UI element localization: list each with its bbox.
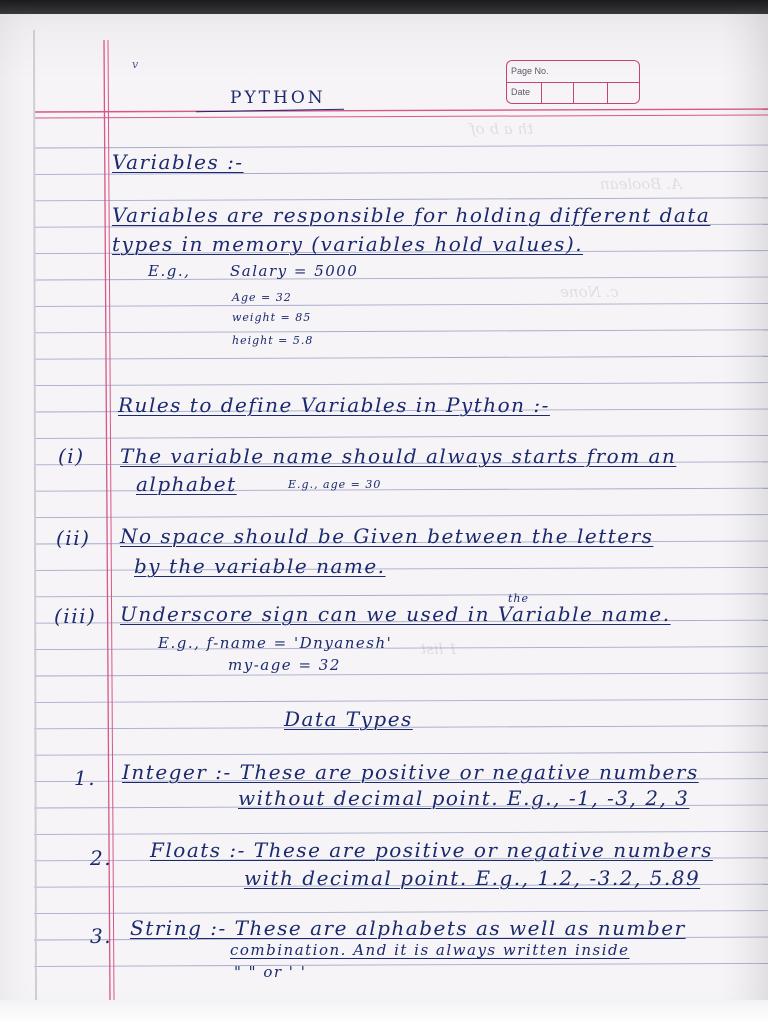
ruled-line (34, 383, 768, 386)
ruled-line (34, 435, 768, 438)
bleed-through-text: c. None (560, 283, 619, 301)
variables-definition-line2: types in memory (variables hold values). (112, 232, 584, 256)
rule-1-line2: alphabet (136, 472, 237, 496)
variables-example-height: height = 5.8 (232, 334, 314, 347)
type-3-line2: combination. And it is always written inside (230, 941, 630, 959)
ruled-line (34, 594, 768, 597)
rule-3-line1: Underscore sign can we used in Variable name. (120, 602, 671, 626)
type-2-line1: Floats :- These are positive or negative numbers (150, 838, 713, 862)
rules-heading: Rules to define Variables in Python :- (118, 393, 550, 417)
bleed-through-text: 1 list (420, 640, 458, 658)
type-1-line1: Integer :- These are positive or negative numbers (122, 760, 699, 784)
rule-1-line1: The variable name should always starts from an (120, 444, 677, 468)
rule-1-example: E.g., age = 30 (288, 478, 382, 491)
page-date-box (506, 60, 640, 104)
variables-definition-line1: Variables are responsible for holding different data (112, 203, 711, 227)
type-3-number: 3. (90, 924, 113, 948)
page-no-label: Page No. (511, 66, 549, 76)
variables-example-weight: weight = 85 (232, 311, 312, 324)
ruled-line (34, 198, 768, 201)
bleed-through-text: A. Boolean (600, 175, 682, 193)
type-3-line3: " " or ' ' (234, 963, 307, 981)
ruled-line (34, 699, 768, 702)
type-1-number: 1. (74, 766, 97, 790)
ruled-line (34, 145, 768, 148)
ruled-line (34, 330, 768, 333)
ruled-line (34, 673, 768, 676)
date-label: Date (511, 87, 531, 97)
ruled-line (34, 356, 768, 359)
rule-3-example1: E.g., f-name = 'Dnyanesh' (158, 634, 393, 652)
rule-2-number: (ii) (56, 526, 91, 550)
rule-3-insert: the (508, 592, 530, 605)
page-title: PYTHON (230, 88, 326, 108)
header-rule (34, 115, 768, 118)
bleed-through-text: th a b of (470, 120, 534, 138)
corner-mark: v (132, 58, 139, 71)
variables-example-salary: Salary = 5000 (230, 262, 359, 280)
data-types-heading: Data Types (284, 707, 413, 731)
variables-eg-label: E.g., (148, 262, 191, 280)
type-1-line2: without decimal point. E.g., -1, -3, 2, 3 (238, 786, 690, 810)
type-3-line1: String :- These are alphabets as well as number (130, 916, 686, 940)
type-2-number: 2. (90, 846, 113, 870)
header-rule (34, 109, 768, 112)
variables-heading: Variables :- (112, 150, 244, 174)
rule-2-line1: No space should be Given between the letters (120, 524, 654, 548)
ruled-line (34, 752, 768, 755)
variables-example-age: Age = 32 (232, 291, 292, 304)
rule-2-line2: by the variable name. (134, 554, 386, 578)
ruled-line (34, 277, 768, 280)
rule-3-number: (iii) (54, 604, 97, 628)
rule-1-number: (i) (58, 444, 85, 468)
ruled-line (34, 647, 768, 650)
type-2-line2: with decimal point. E.g., 1.2, -3.2, 5.89 (244, 866, 701, 890)
rule-3-example2: my-age = 32 (228, 656, 341, 674)
ruled-line (34, 831, 768, 834)
ruled-line (34, 911, 768, 914)
page-edge (34, 30, 36, 1000)
ruled-line (34, 515, 768, 518)
ruled-line (34, 303, 768, 306)
ruled-line (34, 963, 768, 966)
